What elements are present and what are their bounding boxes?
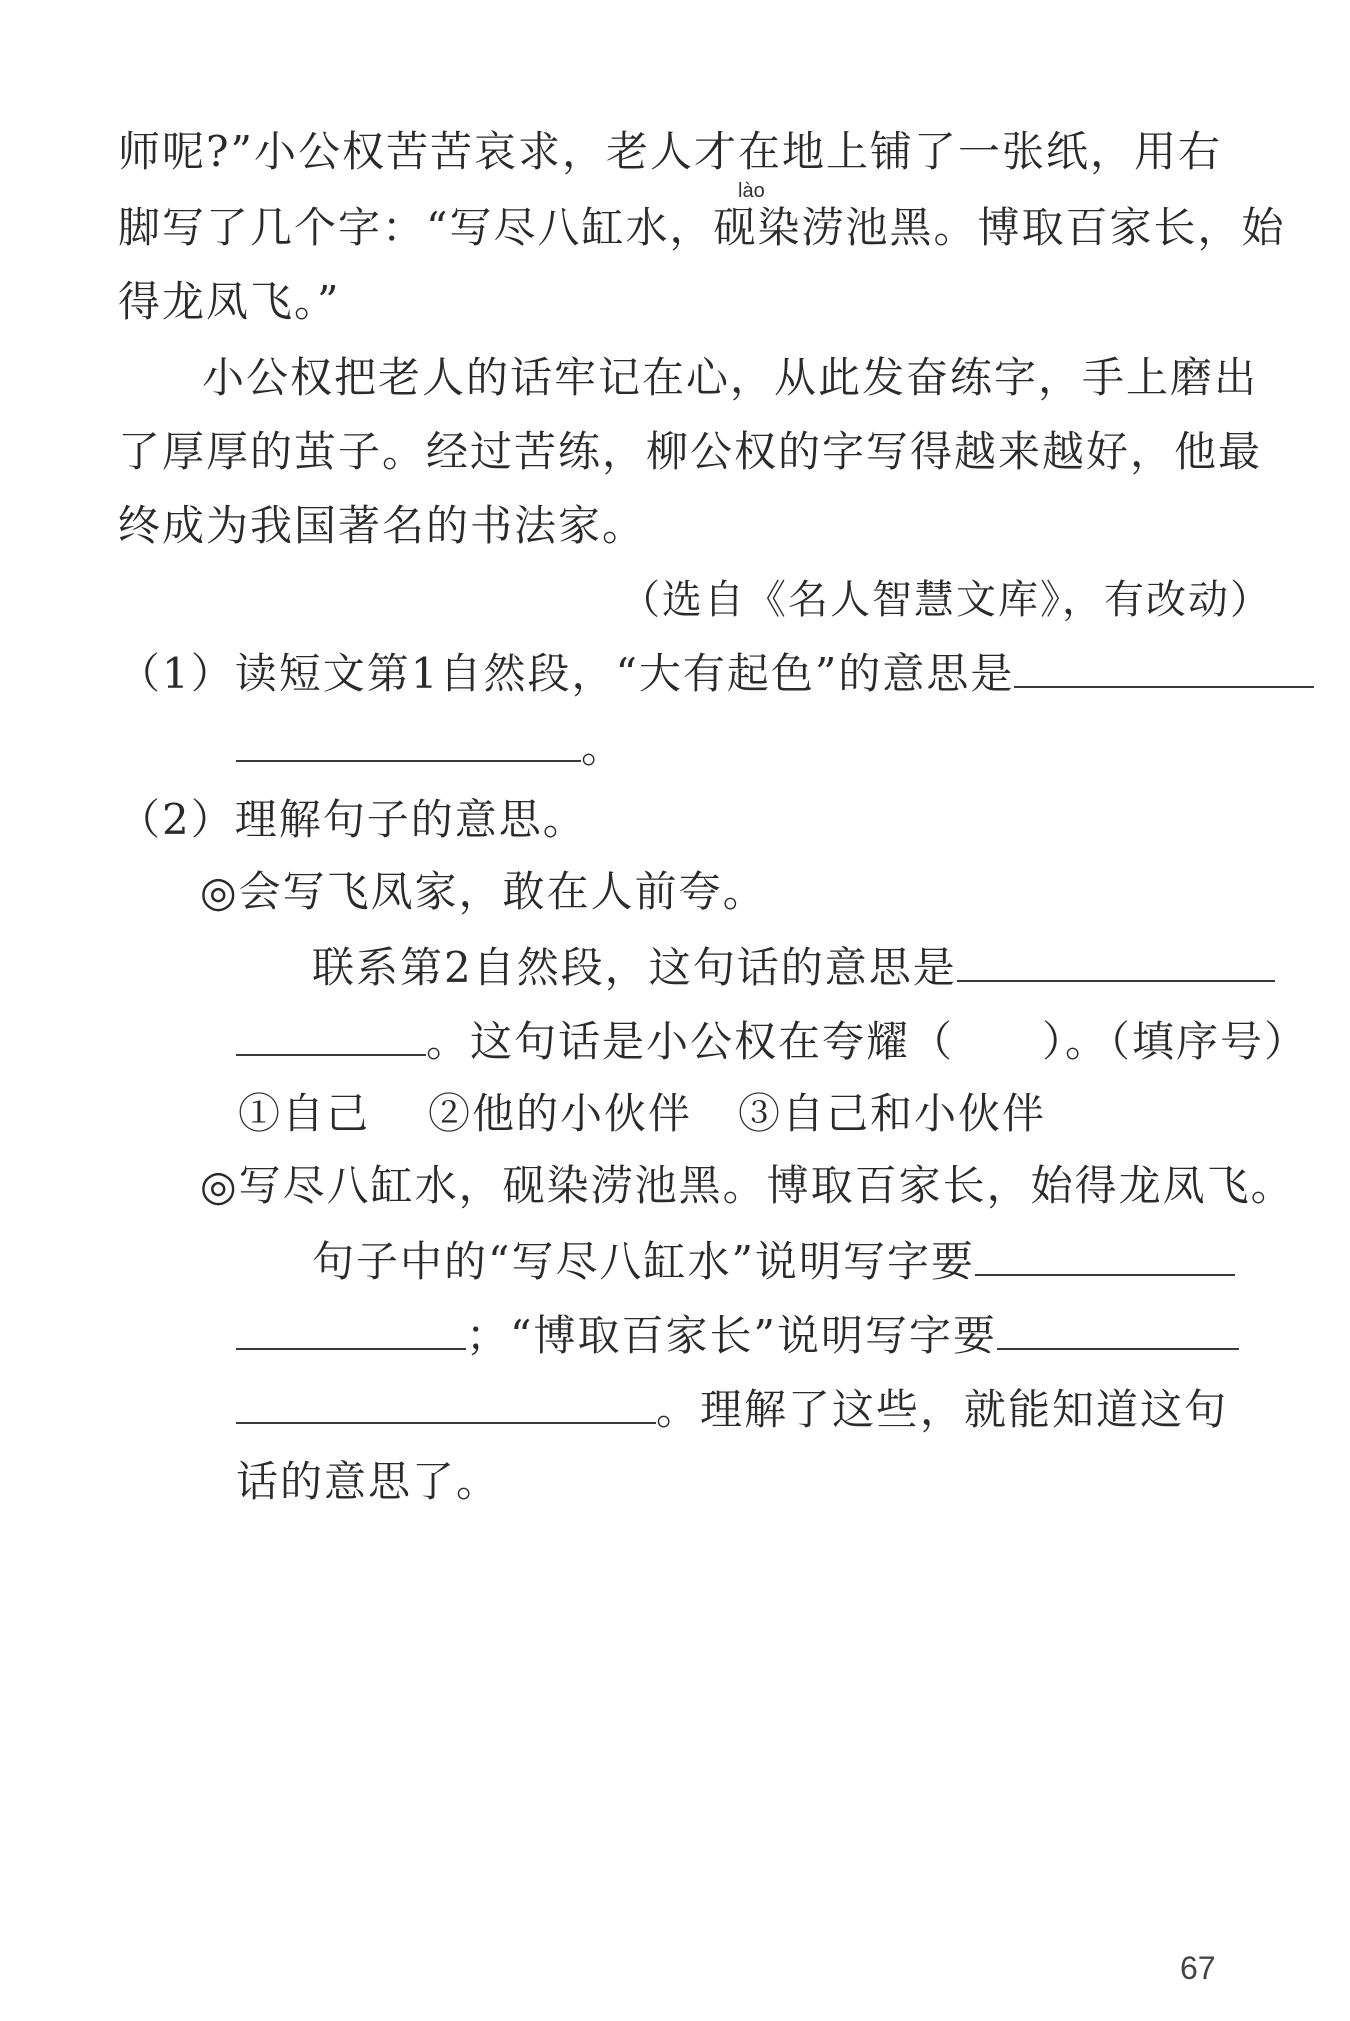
prompt-text: ；“博取百家长”说明写字要 xyxy=(466,1311,997,1360)
question-2-title: （2）理解句子的意思。 xyxy=(118,795,587,844)
prompt-text: 。这句话是小公权在夸耀（ ）。（填序号） xyxy=(426,1017,1309,1066)
answer-blank[interactable] xyxy=(997,1304,1239,1350)
sentence-2-prompt xyxy=(312,1230,1235,1292)
text-line: 小公权把老人的话牢记在心，从此发奋练字，手上磨出 xyxy=(202,353,1259,402)
answer-blank[interactable] xyxy=(1014,642,1314,688)
answer-blank[interactable] xyxy=(236,1010,426,1056)
text-line: 了厚厚的茧子。经过苦练，柳公权的字写得越来越好，他最 xyxy=(118,427,1263,476)
sentence-1: ◎会写飞凤家，敢在人前夸。 xyxy=(200,867,767,916)
answer-blank[interactable] xyxy=(957,936,1275,982)
answer-blank[interactable] xyxy=(975,1230,1235,1276)
question-1 xyxy=(118,642,1314,704)
sentence-2-end: 话的意思了。 xyxy=(236,1457,501,1506)
pinyin-annotation: lào xyxy=(738,180,765,202)
answer-blank[interactable] xyxy=(236,716,581,762)
source-citation: （选自《名人智慧文库》，有改动） xyxy=(620,577,1272,623)
sentence-1-prompt xyxy=(312,936,1275,998)
question-1-continuation xyxy=(236,716,625,778)
prompt-text: 联系第2自然段，这句话的意思是 xyxy=(312,943,957,992)
options-row xyxy=(238,1084,1046,1144)
option-3[interactable]: ③自己和小伙伴 xyxy=(738,1089,1047,1138)
question-1-text: （1）读短文第1自然段，“大有起色”的意思是 xyxy=(118,649,1015,698)
text-line: 脚写了几个字：“写尽八缸水，砚染涝池黑。博取百家长，始 xyxy=(118,203,1286,252)
text-line: 得龙凤飞。” xyxy=(118,277,341,326)
text-line: 终成为我国著名的书法家。 xyxy=(118,501,647,550)
page-number: 67 xyxy=(1180,1950,1216,1986)
sentence-2-continuation xyxy=(236,1378,1228,1440)
option-1[interactable]: ①自己 xyxy=(238,1089,371,1138)
sentence-2-continuation xyxy=(236,1304,1239,1366)
text-line: 师呢?”小公权苦苦哀求，老人才在地上铺了一张纸，用右 xyxy=(118,127,1222,176)
answer-blank[interactable] xyxy=(236,1378,656,1424)
sentence-1-continuation xyxy=(236,1010,1308,1072)
period: 。 xyxy=(581,723,626,772)
prompt-text: 。理解了这些，就能知道这句 xyxy=(656,1385,1229,1434)
answer-blank[interactable] xyxy=(236,1304,466,1350)
sentence-2: ◎写尽八缸水，砚染涝池黑。博取百家长，始得龙凤飞。 xyxy=(200,1161,1295,1210)
prompt-text: 句子中的“写尽八缸水”说明写字要 xyxy=(312,1237,975,1286)
option-2[interactable]: ②他的小伙伴 xyxy=(428,1089,693,1138)
